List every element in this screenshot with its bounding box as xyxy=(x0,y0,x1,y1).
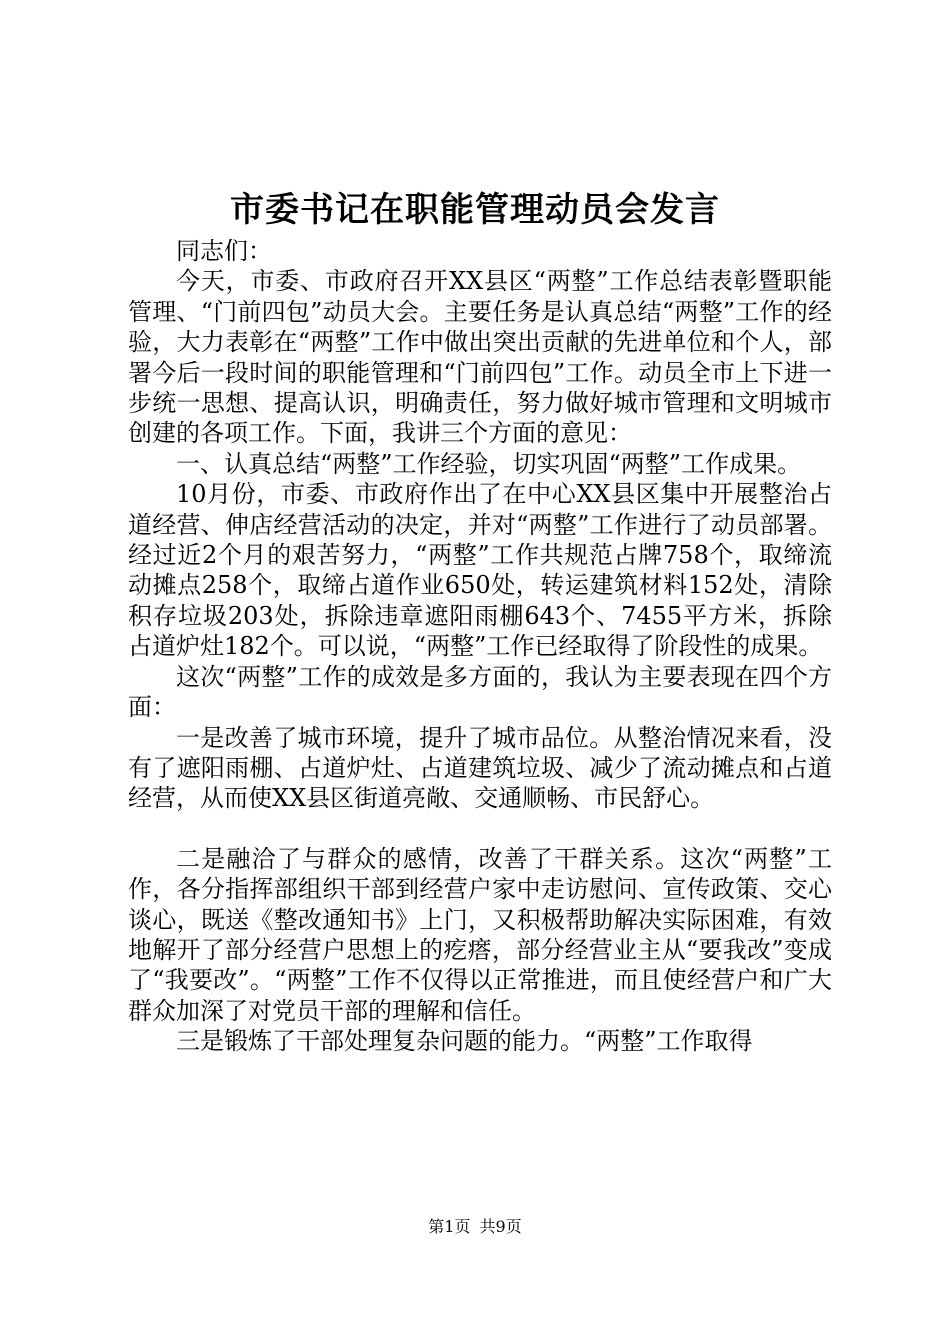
effect-three-paragraph: 三是锻炼了干部处理复杂问题的能力。“两整”工作取得 xyxy=(176,1027,753,1056)
effect-two-paragraph: 二是融洽了与群众的感情，改善了干群关系。这次“两整”工作，各分指挥部组织干部到经营户家中走访慰问、宣传政策、交心谈心，既送《整改通知书》上门，又积极帮助解决实际困难，有效地解开了部分经营户思想上的疙瘩，部分经营业主从“要我改”变成了“我要改”。“两整”工作不仅得以正常推进，而且使经营户和广大群众加深了对党员干部的理解和信任。 xyxy=(128,844,832,1025)
results-paragraph: 10月份，市委、市政府作出了在中心XX县区集中开展整治占道经营、伸店经营活动的决定，并对“两整”工作进行了动员部署。经过近2个月的艰苦努力，“两整”工作共规范占牌758个，取缔流动摊点258个，取缔占道作业650处，转运建筑材料152处，清除积存垃圾203处，拆除违章遮阳雨棚643个、7455平方米，拆除占道炉灶182个。可以说，“两整”工作已经取得了阶段性的成果。 xyxy=(128,480,832,661)
effects-intro-paragraph: 这次“两整”工作的成效是多方面的，我认为主要表现在四个方面： xyxy=(128,662,832,722)
salutation-paragraph: 同志们： xyxy=(176,237,272,265)
document-body xyxy=(128,236,832,1057)
section-heading-1: 一、认真总结“两整”工作经验，切实巩固“两整”工作成果。 xyxy=(176,449,802,478)
page-footer: 第1页 共9页 xyxy=(428,1217,522,1236)
effect-one-paragraph: 一是改善了城市环境，提升了城市品位。从整治情况来看，没有了遮阳雨棚、占道炉灶、占道建筑垃圾、减少了流动摊点和占道经营，从而使XX县区街道亮敞、交通顺畅、市民舒心。 xyxy=(128,723,832,813)
intro-paragraph: 今天，市委、市政府召开XX县区“两整”工作总结表彰暨职能管理、“门前四包”动员大会。主要任务是认真总结“两整”工作的经验，大力表彰在“两整”工作中做出突出贡献的先进单位和个人，部署今后一段时间的职能管理和“门前四包”工作。动员全市上下进一步统一思想、提高认识，明确责任，努力做好城市管理和文明城市创建的各项工作。下面，我讲三个方面的意见： xyxy=(128,267,832,448)
document-title: 市委书记在职能管理动员会发言 xyxy=(230,190,720,230)
